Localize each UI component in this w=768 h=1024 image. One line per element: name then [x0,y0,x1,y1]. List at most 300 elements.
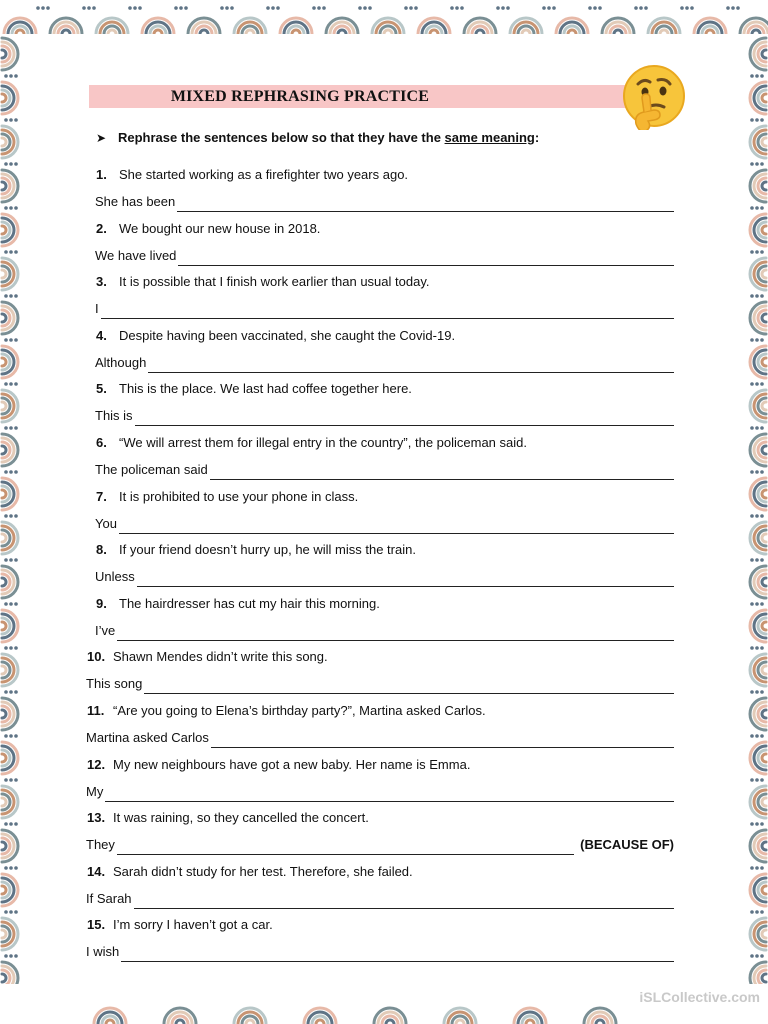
question-number: 9. [96,595,107,611]
rainbow-arc [2,402,6,410]
decor-dot [750,778,754,782]
decor-dot [220,6,224,10]
rainbow-arc [762,182,766,190]
answer-blank-line[interactable] [117,626,674,641]
decor-dot [9,646,13,650]
decor-dot [755,514,759,518]
decor-dot [755,558,759,562]
decor-dot [542,6,546,10]
question-10 [87,647,328,667]
answer-blank-line[interactable] [117,840,574,855]
decor-dot [271,6,275,10]
answer-prompt: I [95,301,99,317]
decor-dot [750,866,754,870]
answer-row-2 [95,246,674,266]
decor-dot [760,866,764,870]
decor-dot [750,558,754,562]
decor-dot [4,470,8,474]
rainbow-arc [526,1020,534,1024]
decor-dot [82,6,86,10]
decor-dot [14,250,18,254]
decor-dot [760,646,764,650]
decor-dot [87,6,91,10]
decor-dot [755,646,759,650]
decor-dot [750,910,754,914]
answer-blank-line[interactable] [101,304,674,319]
decor-dot [9,822,13,826]
decor-dot [9,162,13,166]
answer-prompt: This is [95,408,133,424]
decor-dot [368,6,372,10]
question-12 [87,755,470,775]
decor-dot [9,778,13,782]
decor-dot [14,162,18,166]
answer-prompt: She has been [95,194,176,209]
decor-dot [14,338,18,342]
rainbow-arc [108,30,116,34]
rainbow-arc [2,886,6,894]
decor-dot [128,6,132,10]
decor-dot [414,6,418,10]
rainbow-arc [430,30,438,34]
decor-dot [9,426,13,430]
decor-dot [266,6,270,10]
answer-row-14 [86,889,674,909]
answer-row-9 [95,621,674,641]
decor-dot [363,6,367,10]
decor-dot [4,778,8,782]
decor-dot [9,470,13,474]
decor-dot [14,690,18,694]
decor-dot [92,6,96,10]
rainbow-arc [2,50,6,58]
decor-dot [225,6,229,10]
decor-dot [760,250,764,254]
rainbow-arc [2,182,6,190]
decor-dot [358,6,362,10]
decor-dot [755,206,759,210]
decor-dot [644,6,648,10]
rainbow-arc [2,138,6,146]
arrow-bullet-icon: ➤ [96,131,107,145]
answer-prompt: If Sarah [86,890,132,906]
rainbow-arc [762,402,766,410]
decor-dot [755,338,759,342]
question-number: 3. [96,274,107,290]
rainbow-arc [762,446,766,454]
decor-dot [760,74,764,78]
decor-dot [750,162,754,166]
decor-dot [685,6,689,10]
decor-dot [14,118,18,122]
decor-dot [760,734,764,738]
decor-dot [496,6,500,10]
question-11 [87,701,486,721]
decor-dot [133,6,137,10]
rainbow-arc [762,710,766,718]
answer-hint: (BECAUSE OF) [580,837,674,853]
decor-dot [4,954,8,958]
instruction [96,128,539,148]
rainbow-arc [2,314,6,322]
question-number: 10. [87,649,106,665]
decor-dot [755,118,759,122]
decor-dot [755,74,759,78]
decor-dot [755,162,759,166]
rainbow-arc [246,30,254,34]
question-sentence: It is prohibited to use your phone in class. [119,488,359,504]
decor-dot [760,602,764,606]
rainbow-arc [316,1020,324,1024]
decor-dot [760,382,764,386]
decor-dot [14,778,18,782]
question-number: 11. [87,703,105,718]
question-number: 6. [96,435,107,450]
question-sentence: Sarah didn’t study for her test. Therefore, she failed. [113,863,413,879]
decor-dot [4,646,8,650]
question-sentence: She started working as a firefighter two years ago. [119,167,409,182]
instruction-suffix: : [534,130,540,145]
rainbow-arc [2,842,6,850]
answer-blank-line[interactable] [211,733,674,748]
answer-blank-line[interactable] [210,465,674,480]
decor-dot [750,250,754,254]
decor-dot [760,338,764,342]
decor-dot [4,602,8,606]
left-border-decoration [0,34,40,984]
rainbow-arc [456,1020,464,1024]
decor-dot [138,6,142,10]
decor-dot [755,690,759,694]
rainbow-arc [2,974,6,982]
question-5 [96,379,412,399]
answer-prompt: Unless [95,569,135,585]
decor-dot [14,822,18,826]
decor-dot [760,558,764,562]
decor-dot [409,6,413,10]
decor-dot [14,558,18,562]
rainbow-arc [762,358,766,366]
question-number: 7. [96,488,107,504]
decor-dot [9,118,13,122]
answer-prompt: I wish [86,944,120,960]
rainbow-arc [762,930,766,938]
question-1 [96,165,408,185]
decor-dot [4,558,8,562]
decor-dot [750,74,754,78]
decor-dot [736,6,740,10]
question-3 [96,272,429,292]
decor-dot [460,6,464,10]
decor-dot [588,6,592,10]
watermark: iSLCollective.com [639,989,760,1005]
decor-dot [726,6,730,10]
question-sentence: “We will arrest them for illegal entry in the country”, the policeman said. [119,435,527,450]
rainbow-arc [762,50,766,58]
rainbow-arc [522,30,530,34]
decor-dot [750,382,754,386]
answer-blank-line[interactable] [135,411,674,426]
decor-dot [760,778,764,782]
decor-dot [750,822,754,826]
decor-dot [760,954,764,958]
rainbow-arc [762,270,766,278]
rainbow-arc [2,490,6,498]
decor-dot [760,514,764,518]
question-sentence: We bought our new house in 2018. [119,220,321,236]
rainbow-arc [762,622,766,630]
question-number: 15. [87,917,106,933]
decor-dot [750,954,754,958]
decor-dot [750,690,754,694]
decor-dot [639,6,643,10]
decor-dot [4,382,8,386]
question-sentence: Shawn Mendes didn’t write this song. [113,649,328,665]
question-sentence: This is the place. We last had coffee together here. [119,381,412,397]
decor-dot [593,6,597,10]
decor-dot [4,866,8,870]
rainbow-arc [762,754,766,762]
decor-dot [731,6,735,10]
decor-dot [755,822,759,826]
question-9 [96,594,380,614]
question-number: 4. [96,327,107,343]
rainbow-arc [292,30,300,34]
rainbow-arc [660,30,668,34]
rainbow-arc [762,490,766,498]
decor-dot [755,778,759,782]
rainbow-arc [2,358,6,366]
decor-dot [230,6,234,10]
decor-dot [4,514,8,518]
decor-dot [755,426,759,430]
rainbow-arc [706,30,714,34]
question-number: 8. [96,542,107,558]
decor-dot [455,6,459,10]
worksheet-title: MIXED REPHRASING PRACTICE [170,88,430,105]
rainbow-arc [762,578,766,586]
answer-row-1 [95,192,674,212]
decor-dot [755,866,759,870]
answer-blank-line[interactable] [144,679,674,694]
answer-blank-line[interactable] [137,572,674,587]
decor-dot [322,6,326,10]
decor-dot [14,206,18,210]
rainbow-arc [762,94,766,102]
rainbow-arc [2,534,6,542]
rainbow-arc [2,930,6,938]
decor-dot [634,6,638,10]
decor-dot [4,426,8,430]
decor-dot [14,426,18,430]
question-number: 14. [87,863,106,879]
answer-blank-line[interactable] [121,947,674,962]
decor-dot [14,646,18,650]
rainbow-arc [762,138,766,146]
question-sentence: It is possible that I finish work earlier than usual today. [119,274,430,290]
decor-dot [9,910,13,914]
decor-dot [4,910,8,914]
question-sentence: If your friend doesn’t hurry up, he will miss the train. [119,542,416,558]
question-number: 5. [96,381,107,397]
decor-dot [450,6,454,10]
rainbow-arc [476,30,484,34]
question-sentence: I’m sorry I haven’t got a car. [113,917,273,933]
answer-row-10 [86,674,674,694]
decor-dot [4,162,8,166]
question-sentence: Despite having been vaccinated, she caught the Covid-19. [119,327,456,343]
right-border-decoration [728,34,768,984]
decor-dot [9,382,13,386]
question-13 [87,808,369,828]
decor-dot [755,294,759,298]
rainbow-arc [762,842,766,850]
rainbow-arc [2,754,6,762]
decor-dot [506,6,510,10]
rainbow-arc [614,30,622,34]
rainbow-arc [154,30,162,34]
decor-dot [9,206,13,210]
decor-dot [14,910,18,914]
question-15 [87,915,273,935]
decor-dot [14,866,18,870]
decor-dot [750,118,754,122]
decor-dot [4,250,8,254]
answer-prompt: The policeman said [95,462,208,477]
question-sentence: “Are you going to Elena’s birthday party?”, Martina asked Carlos. [113,703,486,718]
question-14 [87,862,413,882]
answer-row-11 [86,728,674,748]
rainbow-arc [2,578,6,586]
question-8 [96,540,416,560]
answer-prompt: This song [86,676,143,692]
rainbow-arc [2,622,6,630]
answer-row-13 [86,835,674,855]
top-border-decoration [0,0,768,34]
decor-dot [9,558,13,562]
decor-dot [14,294,18,298]
answer-blank-line[interactable] [148,358,674,373]
rainbow-arc [338,30,346,34]
decor-dot [4,74,8,78]
answer-prompt: We have lived [95,247,177,263]
decor-dot [750,602,754,606]
decor-dot [4,338,8,342]
rainbow-arc [2,446,6,454]
decor-dot [680,6,684,10]
decor-dot [760,822,764,826]
rainbow-arc [762,974,766,982]
question-sentence: It was raining, so they cancelled the concert. [113,810,369,826]
rainbow-arc [762,226,766,234]
decor-dot [41,6,45,10]
decor-dot [404,6,408,10]
answer-blank-line[interactable] [177,197,674,212]
question-4 [96,326,455,346]
decor-dot [750,734,754,738]
decor-dot [4,206,8,210]
decor-dot [760,910,764,914]
decor-dot [14,602,18,606]
decor-dot [750,470,754,474]
answer-blank-line[interactable] [105,787,674,802]
rainbow-arc [762,798,766,806]
decor-dot [14,470,18,474]
decor-dot [755,250,759,254]
rainbow-arc [2,94,6,102]
decor-dot [4,690,8,694]
rainbow-arc [762,886,766,894]
rainbow-arc [386,1020,394,1024]
decor-dot [9,338,13,342]
decor-dot [755,382,759,386]
question-number: 12. [87,756,106,772]
decor-dot [760,206,764,210]
decor-dot [760,294,764,298]
question-number: 1. [96,167,107,182]
question-sentence: The hairdresser has cut my hair this morning. [119,595,380,611]
thinking-face-icon [620,62,688,130]
decor-dot [760,426,764,430]
rainbow-arc [762,534,766,542]
answer-prompt: They [86,837,115,853]
answer-blank-line[interactable] [134,894,674,909]
answer-row-3 [95,299,674,319]
decor-dot [14,514,18,518]
decor-dot [179,6,183,10]
rainbow-arc [2,798,6,806]
rainbow-arc [246,1020,254,1024]
question-sentence: My new neighbours have got a new baby. Her name is Emma. [113,756,471,772]
decor-dot [4,822,8,826]
decor-dot [14,954,18,958]
decor-dot [750,206,754,210]
question-number: 13. [87,810,106,826]
decor-dot [760,162,764,166]
answer-prompt: Although [95,354,147,370]
decor-dot [276,6,280,10]
decor-dot [501,6,505,10]
rainbow-arc [762,314,766,322]
decor-dot [184,6,188,10]
decor-dot [760,118,764,122]
answer-row-12 [86,782,674,802]
rainbow-arc [384,30,392,34]
decor-dot [9,602,13,606]
decor-dot [750,294,754,298]
answer-prompt: My [86,783,104,799]
decor-dot [552,6,556,10]
decor-dot [750,338,754,342]
answer-row-6 [95,460,674,480]
decor-dot [9,74,13,78]
question-number: 2. [96,220,107,236]
decor-dot [598,6,602,10]
instruction-underlined: same meaning [444,130,535,145]
decor-dot [755,602,759,606]
answer-prompt: You [95,515,117,531]
decor-dot [9,954,13,958]
decor-dot [760,470,764,474]
answer-blank-line[interactable] [178,251,674,266]
decor-dot [312,6,316,10]
answer-row-8 [95,567,674,587]
question-7 [96,487,358,507]
answer-blank-line[interactable] [119,519,674,534]
decor-dot [174,6,178,10]
answer-prompt: I’ve [95,622,116,638]
rainbow-arc [176,1020,184,1024]
